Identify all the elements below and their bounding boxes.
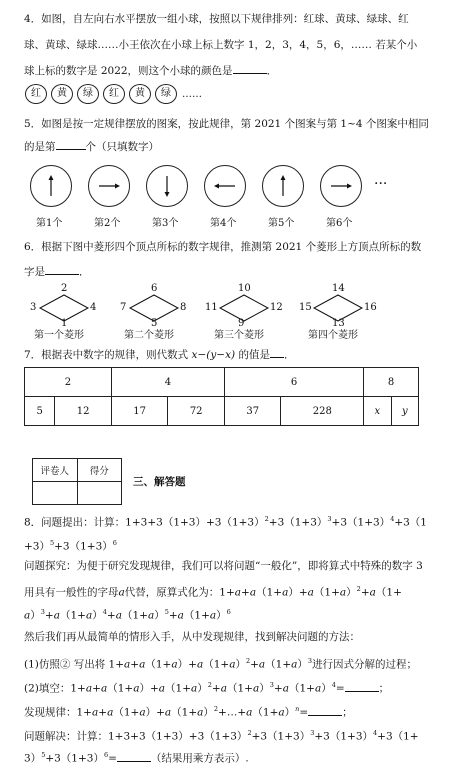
q4-answer-blank xyxy=(233,63,267,74)
t: = xyxy=(299,706,309,719)
q7-text: 7．根据表中数字的规律，则代数式 xyxy=(24,349,192,361)
pattern-label-3: 第3个 xyxy=(152,218,179,229)
bottom-cell-4: 72 xyxy=(168,397,225,426)
t: +3（1+3） xyxy=(251,730,311,743)
var-a: a xyxy=(139,706,146,719)
q5-line-2-text: 的是第 xyxy=(24,141,56,153)
diamond-4-top: 14 xyxy=(332,283,345,294)
arrow-circle-4 xyxy=(204,165,246,207)
diamond-2-top: 6 xyxy=(151,283,158,294)
t: + xyxy=(241,586,250,599)
t: （1+ xyxy=(183,609,210,622)
q8-l2: +3） xyxy=(24,540,50,553)
t: + xyxy=(273,682,283,695)
var-a: a xyxy=(133,682,140,695)
t: （1+ xyxy=(59,609,86,622)
q6-line-2 xyxy=(24,264,434,279)
t: + xyxy=(168,609,178,622)
var-a: a xyxy=(258,658,266,671)
arrow-circle-3 xyxy=(146,165,188,207)
top-cell-2: 4 xyxy=(111,368,224,397)
exp: 2 xyxy=(207,681,212,689)
top-cell-3: 6 xyxy=(224,368,363,397)
q8-l2b: +3（1+3） xyxy=(54,540,113,553)
exp: 6 xyxy=(226,608,231,616)
t: ） xyxy=(235,658,246,671)
grader-header: 评卷人 xyxy=(33,459,78,482)
var-a: a xyxy=(53,609,60,622)
arrow-circle-6 xyxy=(320,165,362,207)
bottom-cell-7: x xyxy=(364,397,391,426)
t: (1)仿照② 写出将 1+ xyxy=(24,658,125,671)
score-header: 得分 xyxy=(77,459,122,482)
exp: 6 xyxy=(112,539,117,547)
var-a: a xyxy=(191,682,198,695)
var-a: a xyxy=(197,706,204,719)
arrow-up-icon xyxy=(31,166,71,206)
ball-red-4: 红 xyxy=(103,84,125,104)
t: （1+ xyxy=(313,586,340,599)
diamond-1-top: 2 xyxy=(61,283,68,294)
t: ； xyxy=(378,682,390,695)
pattern-label-4: 第4个 xyxy=(210,218,237,229)
q8-line-3: 问题探究：为便于研究发现规律，我们可以将问题“一般化”，即将算式中特殊的数字 3 xyxy=(24,560,423,572)
grader-cell[interactable] xyxy=(33,482,78,505)
var-a: a xyxy=(124,658,131,671)
fill-blank-3 xyxy=(117,751,151,762)
t: （1+ xyxy=(113,706,140,719)
ball-yellow-5: 黄 xyxy=(129,84,151,104)
t: + xyxy=(98,706,108,719)
diamond-1-bottom: 1 xyxy=(61,318,68,329)
ball-yellow-2: 黄 xyxy=(51,84,73,104)
var-a: a xyxy=(115,609,122,622)
var-a: a xyxy=(249,586,257,599)
t: （1+ xyxy=(121,609,148,622)
t: （结果用乘方表示）. xyxy=(150,752,249,765)
exp: 2 xyxy=(264,515,269,523)
q7-text-2: 的值是 xyxy=(235,349,270,361)
t: = xyxy=(108,752,117,765)
bottom-cell-2: 12 xyxy=(55,397,112,426)
q8-l1b: +3（1+3） xyxy=(268,516,328,529)
table-top-row xyxy=(25,368,419,397)
t: +3（1+ xyxy=(377,730,419,743)
q6-line-2-text: 字是 xyxy=(24,266,45,278)
var-a: a xyxy=(282,682,289,695)
var-a: a xyxy=(118,586,125,599)
bottom-cell-1: 5 xyxy=(25,397,55,426)
exp: 3 xyxy=(40,608,45,616)
bottom-cell-6: 228 xyxy=(281,397,364,426)
q8-line-1 xyxy=(24,512,434,530)
t: （1+ xyxy=(203,658,230,671)
var-a: a xyxy=(100,682,108,695)
var-a: a xyxy=(24,609,31,622)
table-bottom-row xyxy=(25,397,419,426)
q8-line-7 xyxy=(24,654,434,672)
t: 3） xyxy=(24,752,42,765)
t: ） xyxy=(321,682,332,695)
var-a: a xyxy=(339,586,347,599)
exp: 3 xyxy=(310,729,315,737)
t: （1+ xyxy=(252,706,279,719)
exp: 3 xyxy=(307,657,313,665)
t: ） xyxy=(346,586,357,599)
var-a: a xyxy=(85,609,93,622)
var-a: a xyxy=(171,658,178,671)
var-a: a xyxy=(291,658,298,671)
diamond-2-bottom: 5 xyxy=(151,318,158,329)
t: +3（1+3） xyxy=(45,752,104,765)
q8-line-10 xyxy=(24,726,434,744)
var-a: a xyxy=(307,586,314,599)
exp: 2 xyxy=(213,705,219,713)
t: ） xyxy=(216,609,227,622)
var-a: a xyxy=(177,609,184,622)
arrow-down-icon xyxy=(147,166,187,206)
diamond-2-right: 8 xyxy=(180,302,187,313)
t: ）+ xyxy=(145,706,165,719)
var-a: a xyxy=(220,682,227,695)
t: （1+ xyxy=(227,682,253,695)
q8-line-9 xyxy=(24,702,434,720)
q4-line-3-end: ． xyxy=(266,65,278,77)
t: （1+ xyxy=(171,706,198,719)
arrow-right-icon xyxy=(89,166,129,206)
q8-l1d: +3（1 xyxy=(394,516,427,529)
top-cell-1: 2 xyxy=(25,368,112,397)
q5-answer-blank xyxy=(56,139,86,150)
diamond-3-right: 12 xyxy=(270,302,283,313)
exp-n: n xyxy=(295,705,300,713)
q7-number-table xyxy=(24,367,419,426)
exp: 4 xyxy=(373,729,378,737)
t: ； xyxy=(342,706,353,719)
exp: 5 xyxy=(49,539,55,547)
bottom-cell-8: y xyxy=(391,397,418,426)
t: + xyxy=(92,682,101,695)
t: ）+ xyxy=(139,682,159,695)
t: （1+ xyxy=(375,586,402,599)
diamond-1-right: 4 xyxy=(90,302,97,313)
var-a: a xyxy=(252,682,260,695)
diamond-3-bottom: 9 xyxy=(238,318,245,329)
t: ） xyxy=(30,609,41,622)
arrow-circle-1 xyxy=(30,165,72,207)
t: +3（1+3） xyxy=(314,730,373,743)
q6-line-2-end: ． xyxy=(79,266,90,278)
var-a: a xyxy=(246,706,253,719)
pattern-label-1: 第1个 xyxy=(36,218,63,229)
var-a: a xyxy=(147,609,155,622)
top-cell-4: 8 xyxy=(364,368,419,397)
q6-answer-blank xyxy=(45,264,79,275)
var-a: a xyxy=(196,658,204,671)
t: + xyxy=(360,586,370,599)
var-a: a xyxy=(107,706,114,719)
q4-line-3-text: 球上标的数字是 2022，则这个小球的颜色是 xyxy=(24,65,233,77)
t: 发现规律：1+ xyxy=(24,706,92,719)
q5-line-2 xyxy=(24,139,434,154)
ball-red-1: 红 xyxy=(25,84,47,104)
t: = xyxy=(335,682,345,695)
diamond-label-2: 第二个菱形 xyxy=(124,330,174,341)
exp: 4 xyxy=(102,608,107,616)
bottom-cell-3: 17 xyxy=(111,397,168,426)
var-a: a xyxy=(91,706,99,719)
arrow-up-icon xyxy=(263,166,303,206)
var-a: a xyxy=(278,706,285,719)
q7-answer-blank xyxy=(270,347,284,358)
t: ） xyxy=(197,682,208,695)
t: ）+ xyxy=(177,658,197,671)
diamond-4-bottom: 13 xyxy=(332,318,345,329)
diamond-4-left: 15 xyxy=(299,302,312,313)
t: （1+ xyxy=(107,682,134,695)
exp: 2 xyxy=(245,657,251,665)
exp: 6 xyxy=(103,751,109,759)
exp: 5 xyxy=(41,751,46,759)
arrow-left-icon xyxy=(205,166,245,206)
score-cell[interactable] xyxy=(77,482,122,505)
q8-line-5 xyxy=(24,605,434,623)
exp: 5 xyxy=(164,608,169,616)
ball-ellipsis: …… xyxy=(182,89,202,100)
t: （1+ xyxy=(288,682,315,695)
diamond-4-right: 16 xyxy=(364,302,377,313)
t: + xyxy=(106,609,116,622)
q8-line-4 xyxy=(24,582,434,600)
t: ） xyxy=(259,682,270,695)
q6-line-1: 6．根据下图中菱形四个顶点所标的数字规律，推测第 2021 个菱形上方顶点所标的数 xyxy=(24,241,422,253)
t: （1+ xyxy=(145,658,172,671)
var-a: a xyxy=(282,586,289,599)
exp: 4 xyxy=(331,681,336,689)
q8-l1: 8．问题提出：计算：1+3+3（1+3）+3（1+3） xyxy=(24,516,265,529)
var-a: a xyxy=(229,658,236,671)
t: ） xyxy=(297,658,308,671)
diamond-2-left: 7 xyxy=(120,302,127,313)
fill-blank-1 xyxy=(345,681,379,692)
q5-line-2-end: 个（只填数字） xyxy=(85,141,159,153)
var-a: a xyxy=(158,682,166,695)
diamond-label-3: 第三个菱形 xyxy=(214,330,264,341)
t: ） xyxy=(92,609,103,622)
t: (2)填空：1+ xyxy=(24,682,86,695)
exp: 4 xyxy=(390,515,395,523)
diamond-3-left: 11 xyxy=(205,302,218,313)
diamond-1-left: 3 xyxy=(30,302,37,313)
q8-l1c: +3（1+3） xyxy=(331,516,391,529)
ball-green-6: 绿 xyxy=(155,84,177,104)
q8-line-2 xyxy=(24,536,434,554)
var-a: a xyxy=(164,706,172,719)
t: 进行因式分解的过程； xyxy=(312,658,418,671)
section-title: 三、解答题 xyxy=(133,476,186,488)
t: 问题解决：计算：1+3+3（1+3）+3（1+3） xyxy=(24,730,248,743)
exp: 2 xyxy=(247,729,252,737)
exp: 3 xyxy=(269,681,274,689)
var-a: a xyxy=(209,609,217,622)
q5-line-1: 5．如图是按一定规律摆放的图案，按此规律，第 2021 个图案与第 1~4 个图案中相同 xyxy=(24,118,429,130)
t: ） xyxy=(203,706,214,719)
pattern-label-2: 第2个 xyxy=(94,218,121,229)
arrow-right-icon xyxy=(321,166,361,206)
q7-end: ． xyxy=(283,349,295,361)
t: 代替，原算式化为：1+ xyxy=(124,586,235,599)
t: （1+ xyxy=(165,682,192,695)
bottom-cell-5: 37 xyxy=(224,397,281,426)
arrow-circle-5 xyxy=(262,165,304,207)
t: （1+ xyxy=(256,586,283,599)
t: 用具有一般性的字母 xyxy=(24,586,119,599)
t: + xyxy=(211,682,221,695)
t: ） xyxy=(284,706,296,719)
var-a: a xyxy=(314,682,322,695)
q4-line-3 xyxy=(24,63,434,78)
score-table xyxy=(32,458,122,505)
var-a: a xyxy=(234,586,242,599)
q8-line-11 xyxy=(24,748,434,766)
diamond-label-4: 第四个菱形 xyxy=(308,330,358,341)
var-a: a xyxy=(139,658,146,671)
fill-blank-2 xyxy=(308,705,342,716)
t: （1+ xyxy=(265,658,292,671)
q7-line-1 xyxy=(24,347,434,362)
t: +…+ xyxy=(218,706,247,719)
q7-expression: x−(y−x) xyxy=(191,349,236,361)
t: ） xyxy=(154,609,165,622)
pattern-label-5: 第5个 xyxy=(268,218,295,229)
ball-green-3: 绿 xyxy=(77,84,99,104)
diamond-3-top: 10 xyxy=(238,283,251,294)
diamond-label-1: 第一个菱形 xyxy=(34,330,84,341)
t: + xyxy=(44,609,54,622)
q4-line-2: 球、黄球、绿球……小王依次在小球上标上数字 1，2，3，4，5，6，…… 若某个小 xyxy=(24,39,418,51)
var-a: a xyxy=(85,682,93,695)
var-a: a xyxy=(369,586,376,599)
pattern-label-6: 第6个 xyxy=(326,218,353,229)
circle-ellipsis: ··· xyxy=(374,176,388,192)
q8-line-6: 然后我们再从最简单的情形入手，从中发现规律，找到解决问题的方法： xyxy=(24,631,360,643)
arrow-circle-2 xyxy=(88,165,130,207)
exp: 3 xyxy=(327,515,332,523)
t: + xyxy=(250,658,259,671)
exp: 2 xyxy=(356,585,361,593)
t: + xyxy=(130,658,140,671)
q4-line-1: 4．如图，自左向右水平摆放一组小球，按照以下规律排列：红球、黄球、绿球、红 xyxy=(24,13,409,25)
q8-line-8 xyxy=(24,678,434,696)
t: ）+ xyxy=(288,586,308,599)
